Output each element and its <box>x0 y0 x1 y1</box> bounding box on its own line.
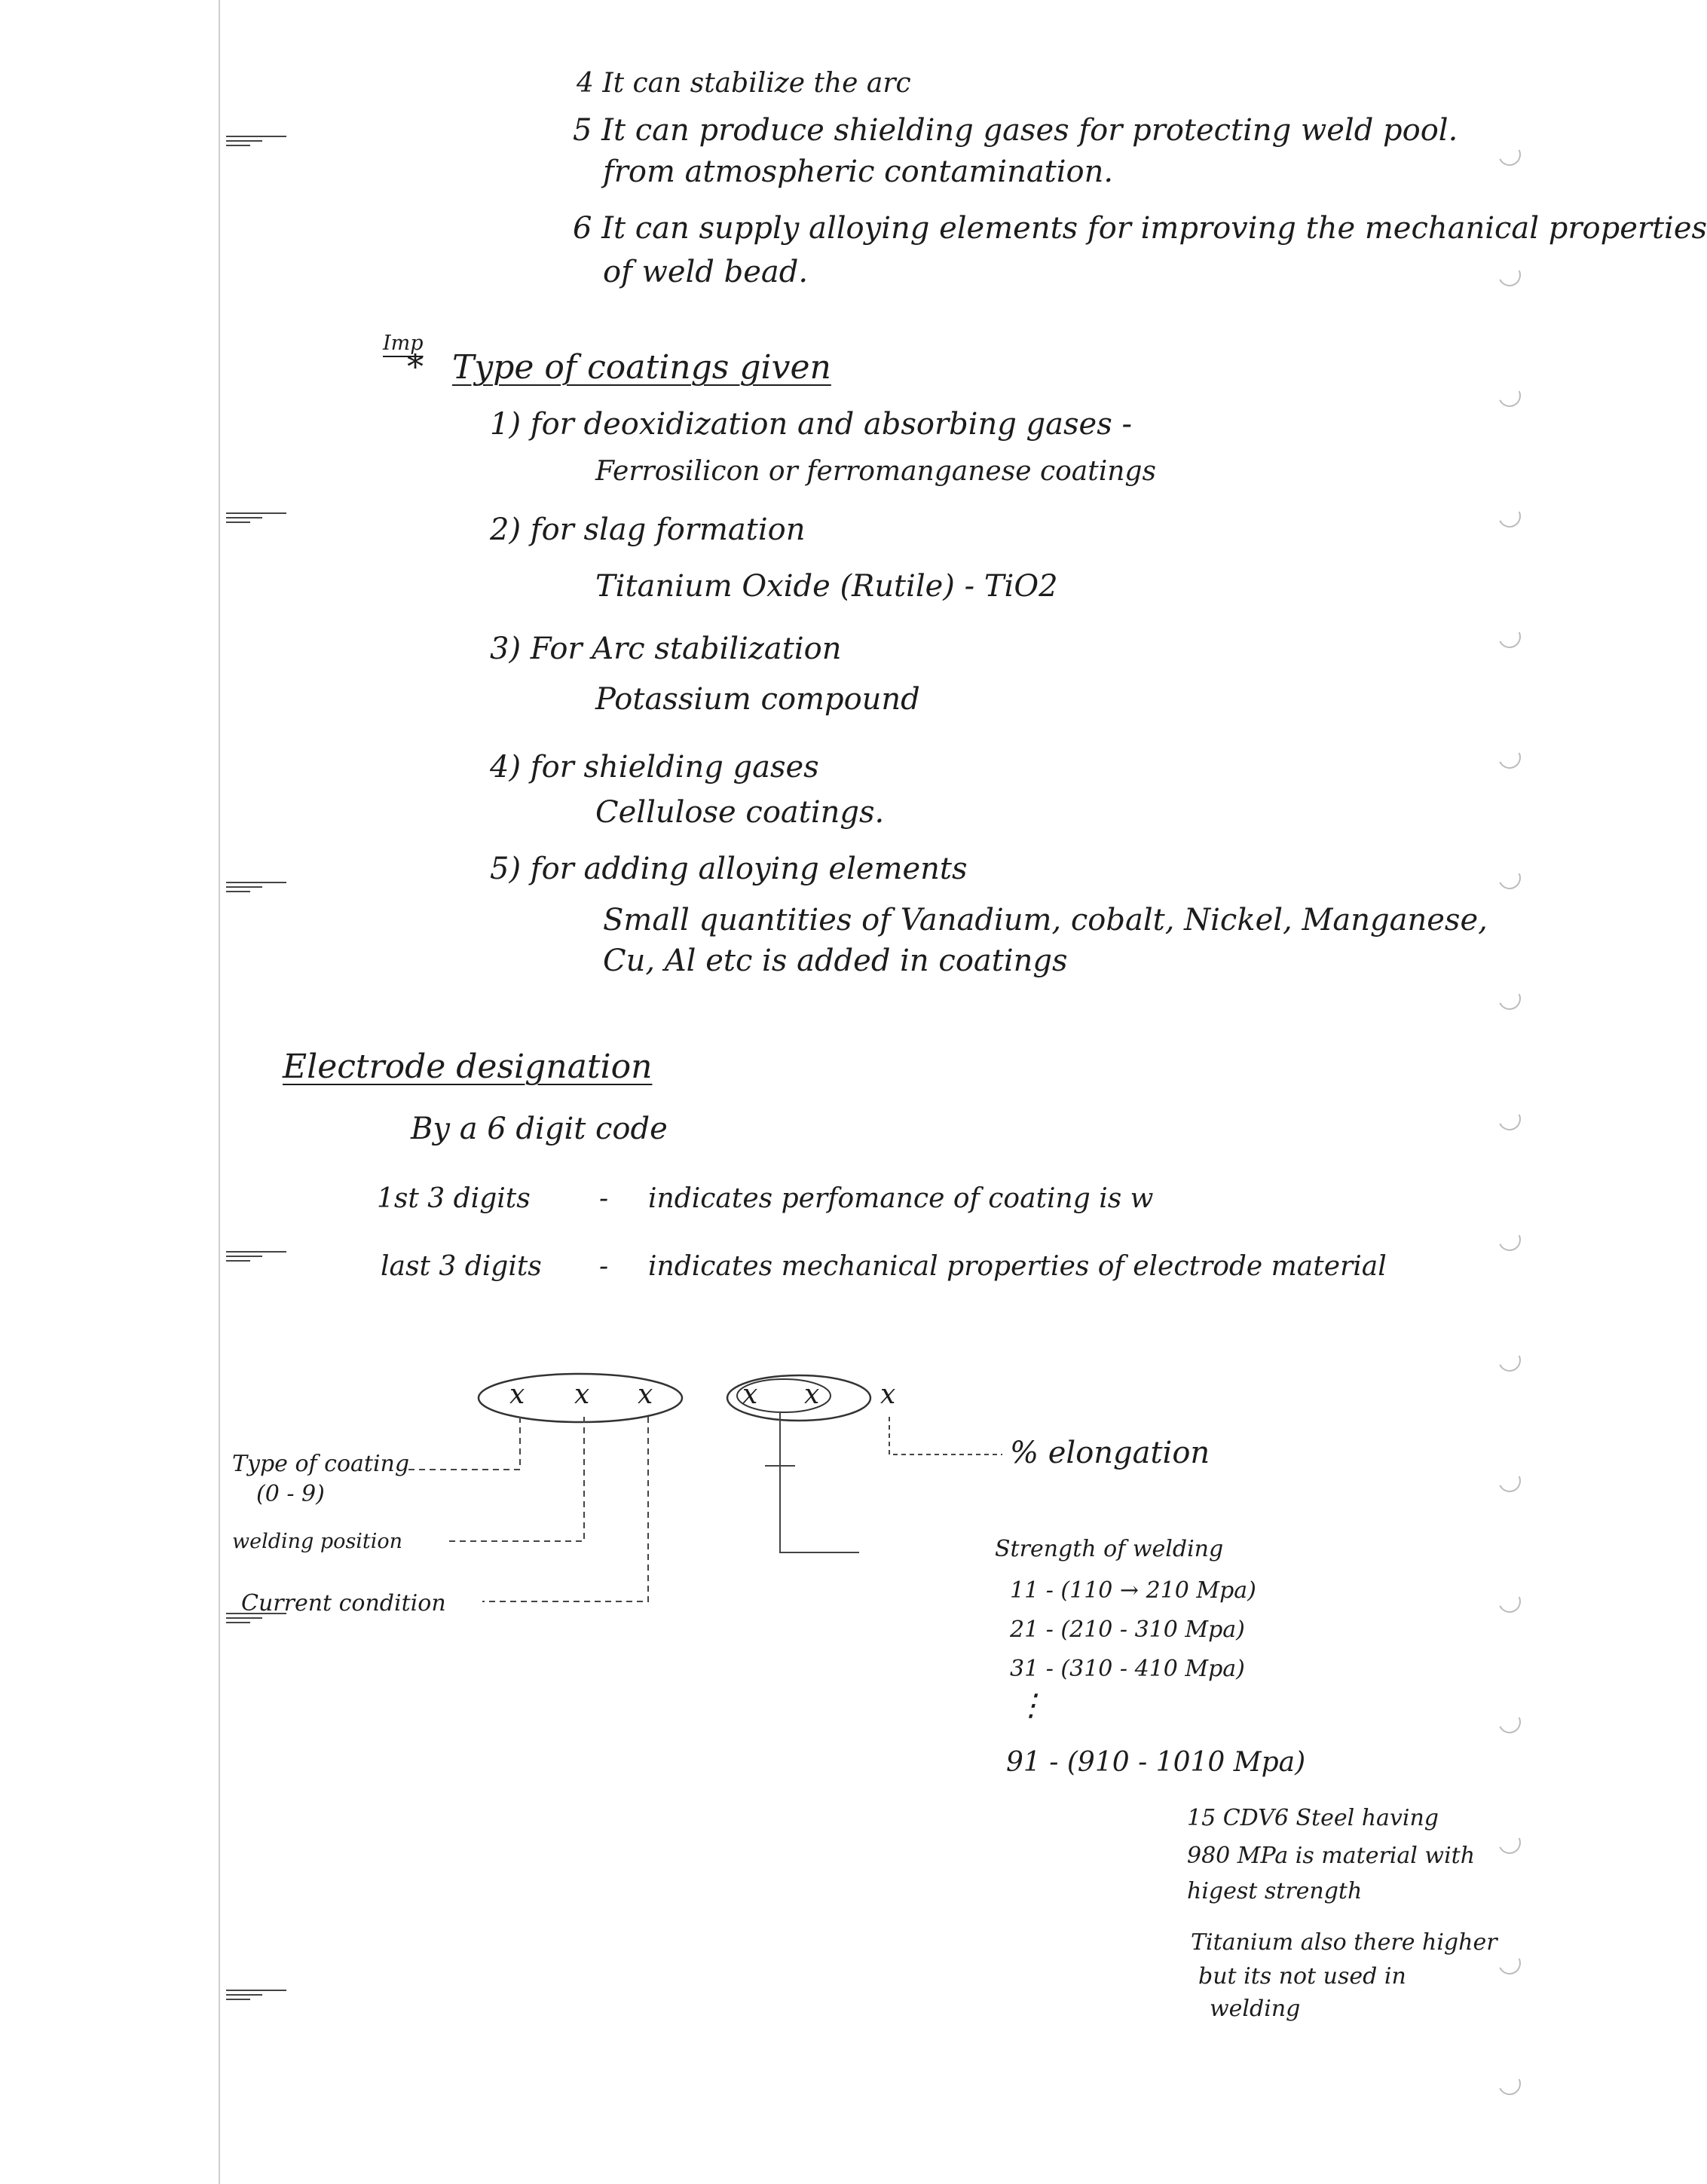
note-ti-2: but its not used in <box>1198 1963 1406 1990</box>
digits-dash-last: - <box>599 1251 609 1282</box>
digits-label-last: last 3 digits <box>381 1251 542 1282</box>
digits-label-first: 1st 3 digits <box>377 1183 531 1214</box>
strength-row-31: 31 - (310 - 410 Mpa) <box>1010 1656 1245 1682</box>
coating-item-4: 4) for shielding gases <box>490 750 819 785</box>
digit-4: x <box>742 1379 758 1410</box>
coating-value-4: Cellulose coatings. <box>595 795 885 830</box>
strength-row-11: 11 - (110 → 210 Mpa) <box>1010 1577 1256 1604</box>
point-5-cont: from atmospheric contamination. <box>603 154 1114 189</box>
designation-code-line: By a 6 digit code <box>411 1112 668 1146</box>
digits-text-first: indicates perfomance of coating is w <box>648 1183 1154 1214</box>
star-bullet: * <box>407 348 424 387</box>
strength-row-21: 21 - (210 - 310 Mpa) <box>1010 1617 1245 1643</box>
point-6: 6 It can supply alloying elements for improving the mechanical properties <box>573 211 1707 246</box>
digit-1: x <box>509 1379 525 1410</box>
strength-title: Strength of welding <box>995 1536 1224 1562</box>
digit-3: x <box>638 1379 653 1410</box>
coating-value-5: Small quantities of Vanadium, cobalt, Nickel, Manganese, <box>603 903 1488 938</box>
imp-tag: Imp <box>383 332 424 355</box>
type-coating-connector <box>407 1417 520 1470</box>
coatings-heading: Type of coatings given <box>452 348 831 387</box>
strength-row-91: 91 - (910 - 1010 Mpa) <box>1006 1747 1306 1778</box>
type-coating-range: (0 - 9) <box>256 1481 325 1507</box>
digit-6: x <box>880 1379 896 1410</box>
coating-value-5b: Cu, Al etc is added in coatings <box>603 944 1068 978</box>
strength-connector <box>780 1413 859 1552</box>
designation-heading: Electrode designation <box>283 1048 653 1086</box>
coating-item-1: 1) for deoxidization and absorbing gases - <box>490 407 1132 442</box>
note-ti-3: welding <box>1210 1996 1301 2022</box>
current-condition-label: Current condition <box>241 1590 446 1617</box>
elongation-connector <box>889 1417 1002 1454</box>
elongation-label: % elongation <box>1010 1436 1210 1470</box>
digits-dash-first: - <box>599 1183 609 1214</box>
position-connector <box>445 1417 584 1541</box>
point-6-cont: of weld bead. <box>603 255 809 289</box>
current-connector <box>482 1417 648 1601</box>
digit-5: x <box>804 1379 820 1410</box>
coating-item-3: 3) For Arc stabilization <box>490 632 842 666</box>
digits-text-last: indicates mechanical properties of electrode material <box>648 1251 1387 1282</box>
coating-item-5: 5) for adding alloying elements <box>490 852 968 886</box>
digit-2: x <box>574 1379 590 1410</box>
coating-item-2: 2) for slag formation <box>490 512 806 547</box>
coating-value-3: Potassium compound <box>595 682 920 717</box>
welding-position-label: welding position <box>232 1530 403 1553</box>
note-ti-1: Titanium also there higher <box>1191 1929 1497 1956</box>
note-steel-3: higest strength <box>1187 1878 1363 1904</box>
note-steel-2: 980 MPa is material with <box>1187 1843 1476 1869</box>
coating-value-2: Titanium Oxide (Rutile) - TiO2 <box>595 569 1058 604</box>
point-4: 4 It can stabilize the arc <box>577 68 911 99</box>
note-steel-1: 15 CDV6 Steel having <box>1187 1805 1439 1831</box>
strength-ellipsis: ⋮ <box>1016 1688 1046 1723</box>
point-5: 5 It can produce shielding gases for protecting weld pool. <box>573 113 1458 148</box>
type-coating-label: Type of coating <box>232 1451 410 1477</box>
coating-value-1: Ferrosilicon or ferromanganese coatings <box>595 456 1156 487</box>
